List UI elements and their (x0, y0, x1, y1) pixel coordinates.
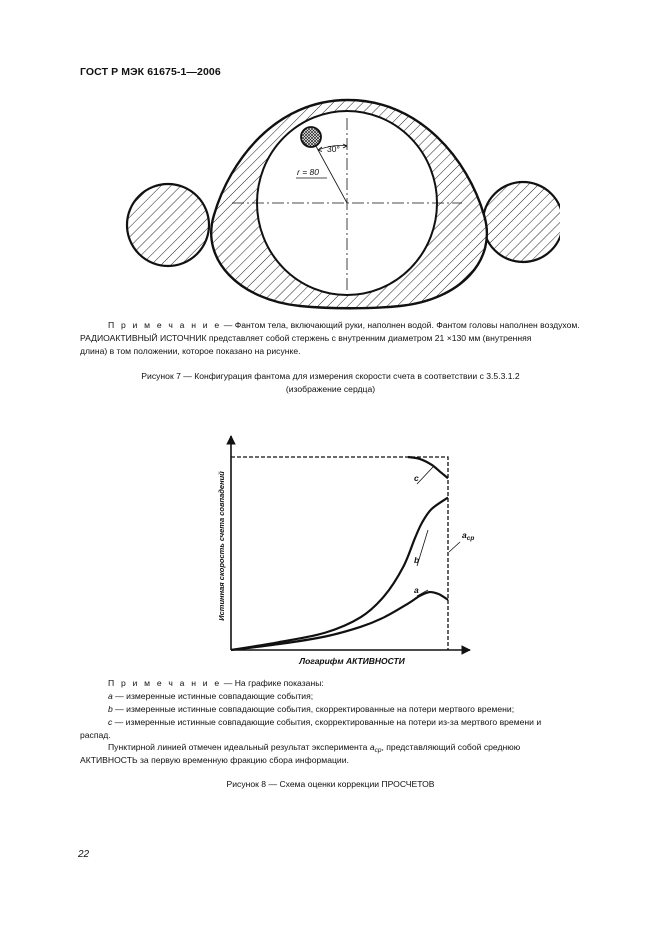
series-label-b: b (414, 555, 420, 565)
figure8-dashed-note: Пунктирной линией отмечен идеальный результат эксперимента $a_{ср}$, представляющий собой среднюю (108, 742, 521, 754)
figure7-note-line2: РАДИОАКТИВНЫЙ ИСТОЧНИК представляет собой стержень с внутренним диаметром 21 ×130 мм (внутренняя (80, 333, 532, 343)
figure8-item-c-cont: распад. (80, 730, 111, 740)
figure8-chart (200, 430, 490, 670)
x-axis-label: Логарифм АКТИВНОСТИ (299, 656, 405, 666)
series-label-leader-c (417, 467, 433, 484)
series-line-b (231, 498, 448, 650)
series-line-a (231, 592, 448, 650)
left-arm-phantom (127, 184, 209, 266)
radioactive-source (301, 127, 321, 147)
figure7-phantom-drawing (120, 95, 560, 315)
figure8-dashed-note-cont: АКТИВНОСТЬ за первую временную фракцию сбора информации. (80, 755, 349, 765)
figure7-note-line3: длина) в том положении, которое показано на рисунке. (80, 346, 301, 356)
figure8-item-c: c — измеренные истинные совпадающие события, скорректированные на потери из-за мертвого времени и (108, 717, 542, 727)
figure8-item-b: b — измеренные истинные совпадающие события, скорректированные на потери мертвого времени; (108, 704, 515, 714)
figure7-caption: Рисунок 7 — Конфигурация фантома для измерения скорости счета в соответствии с 3.5.3.1.2 (141, 371, 520, 381)
figure7-caption-sub: (изображение сердца) (285, 384, 376, 394)
figure8-item-a: a — измеренные истинные совпадающие события; (108, 691, 314, 701)
right-arm-phantom (483, 182, 560, 262)
page-number: 22 (78, 849, 90, 860)
series-label-a_cp: $a_{ср}$ (462, 530, 475, 542)
figure8-note-intro: П р и м е ч а н и е — На графике показаны: (108, 678, 324, 688)
figure8-caption: Рисунок 8 — Схема оценки коррекции ПРОСЧЕТОВ (226, 779, 435, 789)
y-axis-label: Истинная скорость счета совпадений (217, 471, 226, 621)
angle-label: 30° (327, 144, 340, 154)
series-line-a_cp (231, 457, 448, 650)
radius-label: r = 80 (297, 167, 319, 177)
note-lead: П р и м е ч а н и е (108, 320, 222, 330)
series-label-a: a (414, 585, 419, 595)
figure7-note-line1: П р и м е ч а н и е — Фантом тела, включающий руки, наполнен водой. Фантом головы наполнен воздухом. (108, 320, 580, 330)
series-label-leader-a_cp (449, 542, 460, 552)
document-header: ГОСТ Р МЭК 61675-1—2006 (80, 66, 221, 78)
series-label-c: c (414, 473, 419, 483)
